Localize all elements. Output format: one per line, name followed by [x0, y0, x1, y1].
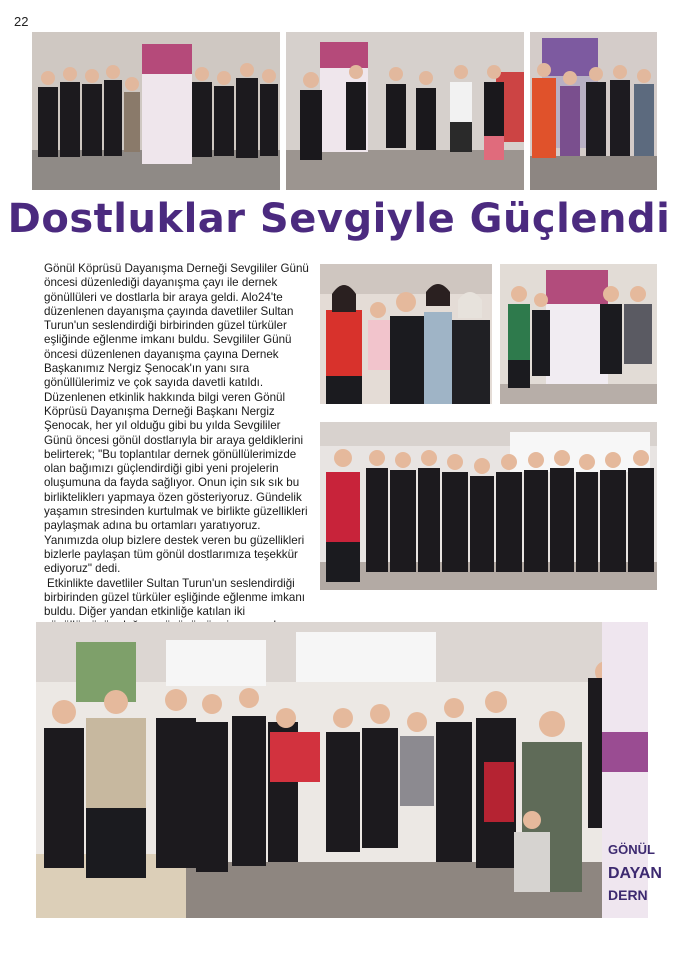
banner-text-dayan: DAYAN	[608, 865, 662, 882]
photo-group-banner-left	[32, 32, 280, 190]
banner-text-dern: DERN	[608, 887, 648, 903]
photo-group-right-top	[530, 32, 657, 190]
banner-text-gonul: GÖNÜL	[608, 842, 655, 857]
article-headline: Dostluklar Sevgiyle Güçlendi	[7, 196, 671, 242]
photo-women-with-child	[320, 264, 492, 404]
article-paragraph: Etkinlikte davetliler Sultan Turun'un seslendirdiği birbirinden güzel türküler eşliğinde eğlenme imkanı buldu. Diğer yandan etkinliğe katılan iki	[44, 576, 306, 619]
article-paragraph: Gönül Köprüsü Dayanışma Derneği Sevgililer Günü öncesi düzenlediği dayanışma çayı ile dernek gönüllüleri ve dostlarla bir araya geldi. Alo24'te düzenlenen dayanışma çayında davetliler Sultan Turun'un seslendirdiği birbirinden güzel türküler eşliğinde eğlenme imkanı buldu. Sevgililer Günü öncesi düzenlenen dayanışma çayına Dernek Başkanımız Nergiz Şenocak'ın yanı sıra gönüllülerimiz ve çok sayıda davetli katıldı. Düzenlenen etkinlik hakkında bilgi veren Gönül Köprüsü Dayanışma Derneği Başkanı Nergiz Şenocak, her yıl olduğu gibi bu yılda Sevgililer Günü öncesi gönül dostlarıyla bir araya geldiklerini belirterek; "Bu toplantılar dernek gönüllülerimizde olan bağımızı güçlendirdiği gibi yeni projelerin oluşumuna da fayda sağlıyor. Onun için sık sık bu birlikteliklerı yapmaya özen gösteriyoruz. Gündelik yaşamın stresinden kurtulmak ve birlikte güzellikleri paylaşmak adına bu ortamları yaratıyoruz. Yanımızda olup bizlere destek veren bu güzellikleri bizlerle paylaşan tüm gönül dostlarımıza teşekkür ediyoruz" dedi.	[44, 262, 309, 576]
page-number: 22	[14, 14, 29, 29]
photo-large-group-middle	[320, 422, 657, 590]
article-body	[44, 262, 312, 648]
photo-group-banner-right	[500, 264, 657, 404]
photo-dancing-group	[286, 32, 524, 190]
photo-large-group-bottom	[36, 622, 662, 918]
